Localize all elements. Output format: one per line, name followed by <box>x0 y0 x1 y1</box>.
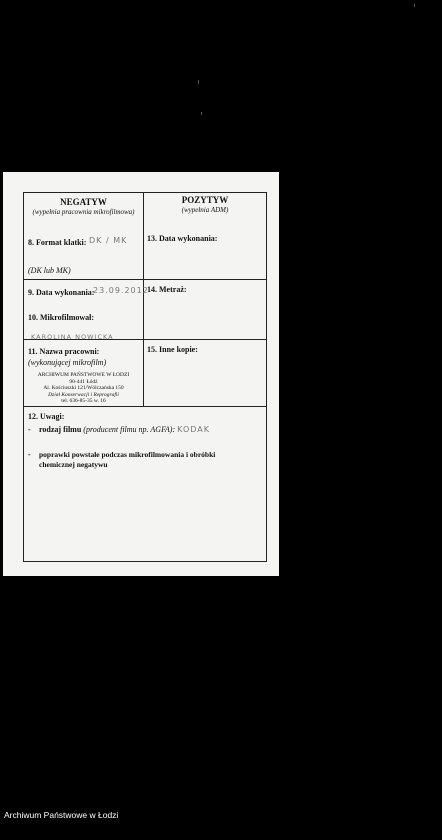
uwagi-item-film <box>39 425 210 434</box>
archive-stamp <box>23 372 144 405</box>
form-grid <box>23 192 267 562</box>
film-type-label: rodzaj filmu <box>39 425 82 434</box>
negatyw-title: NEGATYW <box>60 197 107 207</box>
film-type-value: KODAK <box>177 425 210 434</box>
negatyw-subtitle: (wypełnia pracownia mikrofilmowa) <box>32 208 135 216</box>
stamp-line: Al. Kościuszki 121/Wólczańska 150 <box>43 385 124 391</box>
mikrofilmowal-label: 10. Mikrofilmował: <box>28 313 95 322</box>
document-card <box>3 172 279 576</box>
format-label: 8. Format klatki: <box>28 238 87 247</box>
archive-footer: Archiwum Państwowe w Łodzi <box>4 810 119 820</box>
stamp-line: ARCHIWUM PAŃSTWOWE W ŁODZI <box>37 372 130 378</box>
film-scratch <box>414 4 415 7</box>
uwagi-dash-2: - <box>28 450 31 459</box>
nazwa-label: 11. Nazwa pracowni: <box>28 347 100 356</box>
uwagi-item-corrections-line2: chemicznej negatywu <box>39 460 108 469</box>
metraz-label: 14. Metraż: <box>147 285 187 294</box>
data9-value: 23.09.2012 <box>93 286 149 295</box>
mikrofilmowal-value: KAROLINA NOWICKA <box>31 333 114 341</box>
pozytyw-subtitle: (wypełnia ADM) <box>181 206 229 214</box>
kopie-label: 15. Inne kopie: <box>147 345 198 354</box>
data9-label: 9. Data wykonania: <box>28 288 95 297</box>
uwagi-dash-1: - <box>28 425 31 434</box>
format-value: DK / MK <box>89 236 128 245</box>
stamp-line: Dział Konserwacji i Reprografii <box>48 391 119 398</box>
format-hint: (DK lub MK) <box>28 266 71 275</box>
nazwa-hint: (wykonującej mikrofilm) <box>28 358 107 367</box>
film-scratch <box>201 112 202 115</box>
uwagi-label: 12. Uwagi: <box>28 412 65 421</box>
film-scratch <box>198 80 199 84</box>
stamp-line: 90-441 Łódź <box>69 378 98 385</box>
uwagi-item-corrections-line1: poprawki powstałe podczas mikrofilmowania i obróbki <box>39 450 216 459</box>
stamp-line: tel. 636-85-35 w. 16 <box>61 398 106 404</box>
pozytyw-title: POZYTYW <box>181 195 229 205</box>
film-type-hint: (producent filmu np. AGFA): <box>83 425 176 434</box>
data13-label: 13. Data wykonania: <box>147 234 218 243</box>
